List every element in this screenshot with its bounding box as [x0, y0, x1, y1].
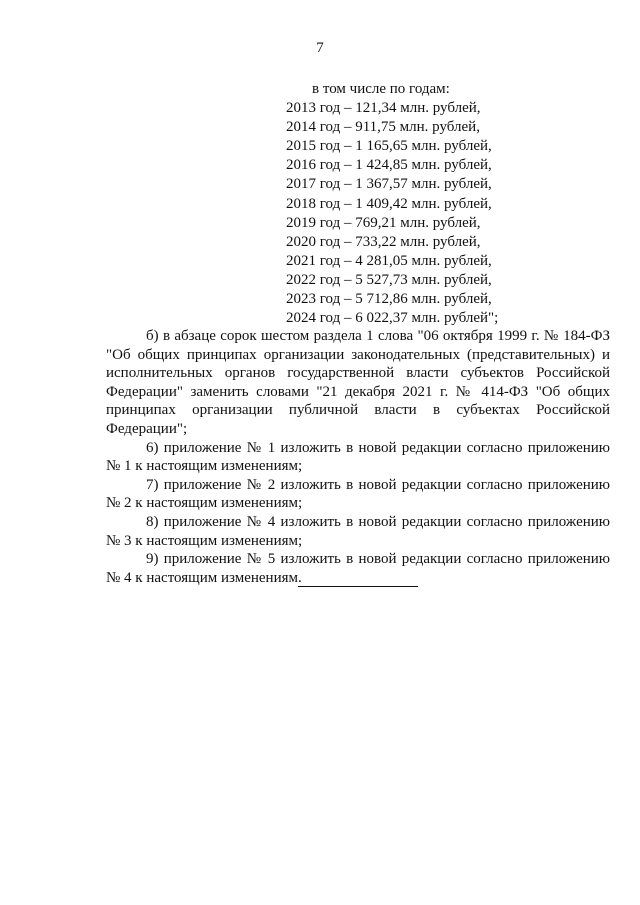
year-line: 2014 год – 911,75 млн. рублей, — [286, 119, 480, 136]
year-line: 2013 год – 121,34 млн. рублей, — [286, 100, 481, 117]
page-number: 7 — [316, 40, 324, 56]
years-header: в том числе по годам: — [312, 81, 450, 97]
year-line: 2015 год – 1 165,65 млн. рублей, — [286, 138, 492, 155]
paragraph-7: 7) приложение № 2 изложить в новой редакции согласно приложению № 2 к настоящим изменениям; — [106, 476, 610, 512]
year-line: 2019 год – 769,21 млн. рублей, — [286, 214, 481, 231]
year-line: 2017 год – 1 367,57 млн. рублей, — [286, 176, 492, 193]
amendments-text — [106, 327, 610, 587]
paragraph-9: 9) приложение № 5 изложить в новой редакции согласно приложению № 4 к настоящим изменениям. — [106, 551, 610, 586]
years-list — [286, 80, 498, 328]
year-line: 2018 год – 1 409,42 млн. рублей, — [286, 195, 492, 212]
year-line: 2024 год – 6 022,37 млн. рублей"; — [286, 310, 499, 327]
year-line: 2020 год – 733,22 млн. рублей, — [286, 233, 481, 250]
year-line: 2021 год – 4 281,05 млн. рублей, — [286, 252, 492, 269]
year-line: 2023 год – 5 712,86 млн. рублей, — [286, 291, 492, 308]
paragraph-6: 6) приложение № 1 изложить в новой редакции согласно приложению № 1 к настоящим изменениям; — [106, 439, 610, 475]
year-line: 2016 год – 1 424,85 млн. рублей, — [286, 157, 492, 174]
year-line: 2022 год – 5 527,73 млн. рублей, — [286, 271, 492, 288]
end-separator-line — [298, 586, 418, 587]
paragraph-8: 8) приложение № 4 изложить в новой редакции согласно приложению № 3 к настоящим изменениям; — [106, 513, 610, 549]
paragraph-b: б) в абзаце сорок шестом раздела 1 слова "06 октября 1999 г. № 184-ФЗ "Об общих принципах организации законодательных (представительных) и исполнительных органов государственной власти субъектов Российской Федерации" заменить словами "21 декабря 2021 г. № 414-ФЗ "Об общих принципах организации публичной власти в субъектах Российской Федерации"; — [106, 328, 610, 437]
